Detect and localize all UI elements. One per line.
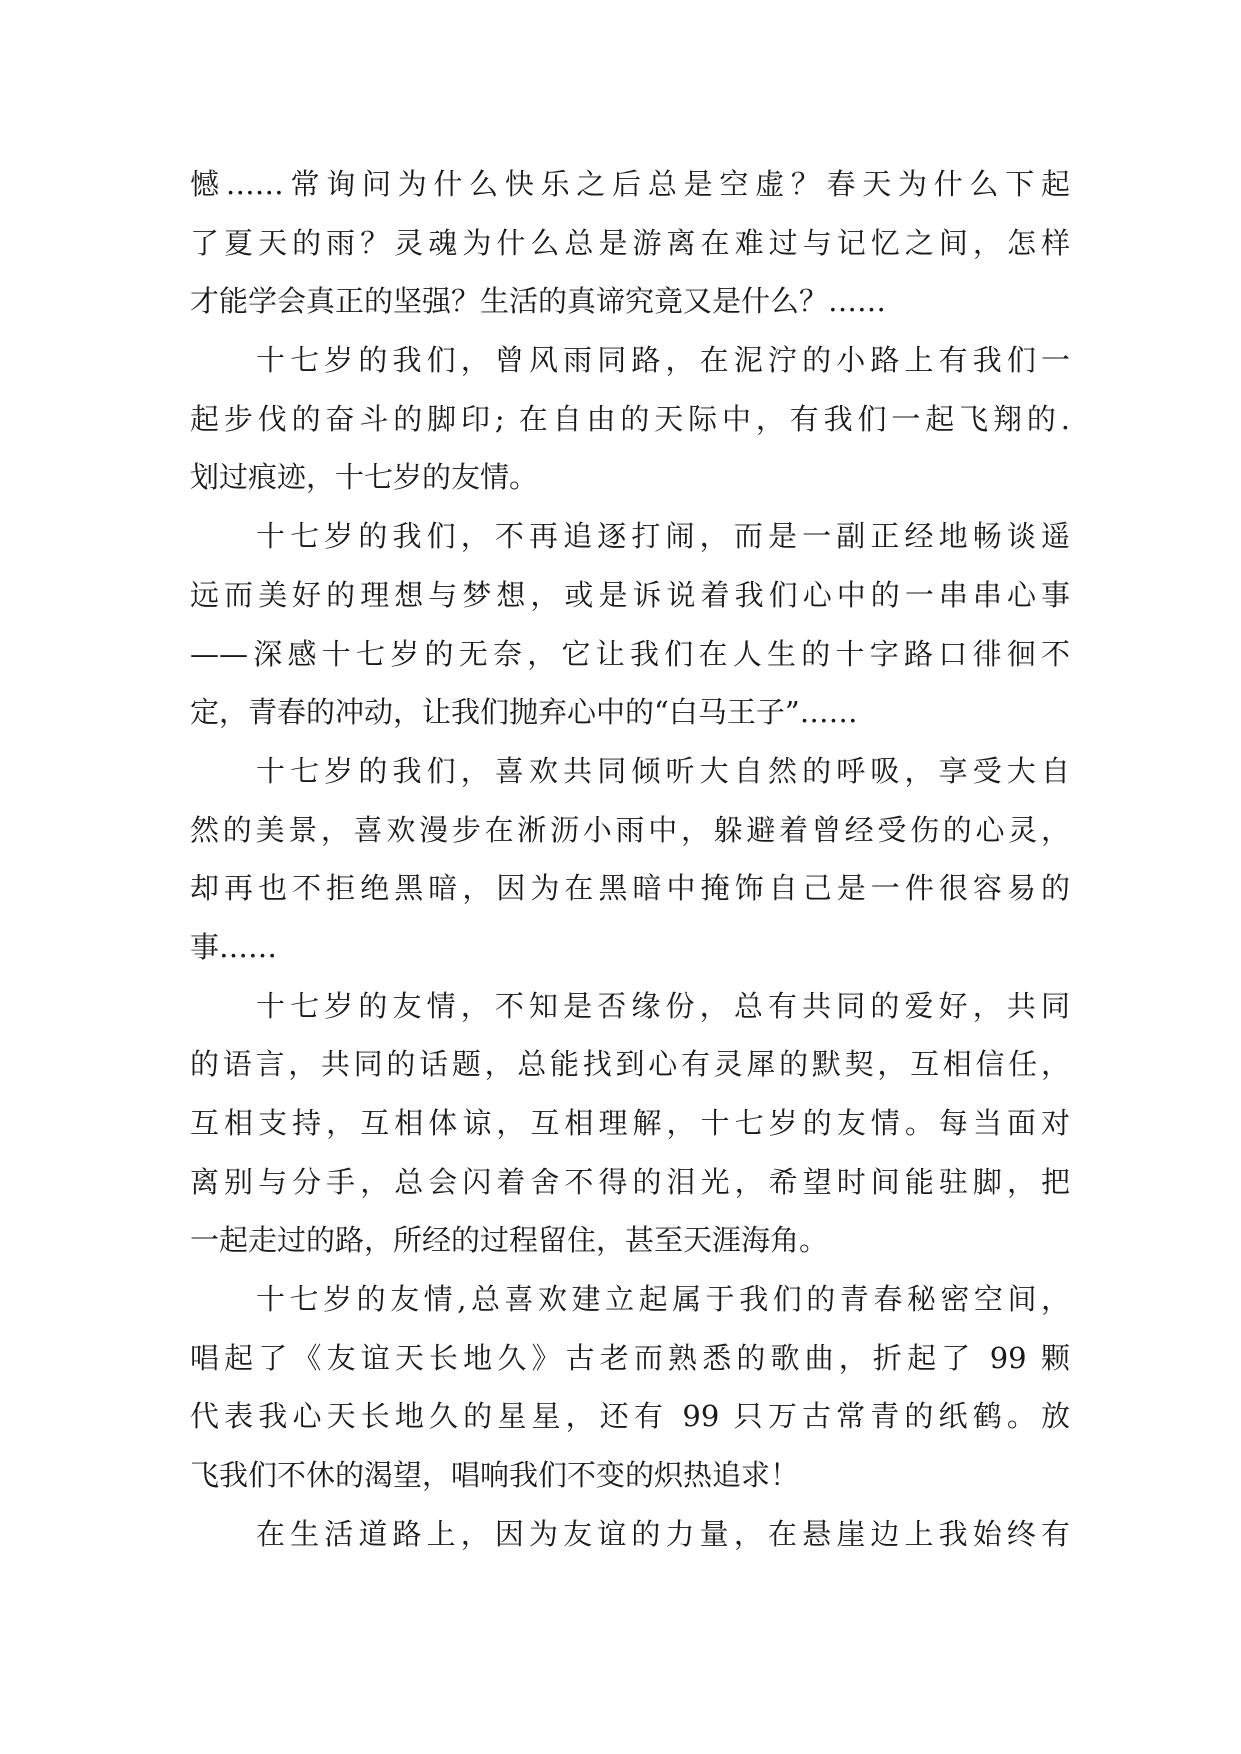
text-line: 远而美好的理想与梦想，或是诉说着我们心中的一串串心事: [190, 577, 1070, 612]
text-line: 的语言，共同的话题，总能找到心有灵犀的默契，互相信任，: [190, 1047, 1070, 1082]
text-line: 起步伐的奋斗的脚印; 在自由的天际中，有我们一起飞翔的.: [190, 401, 1070, 436]
body-text: [190, 155, 1070, 1564]
text-line: 离别与分手，总会闪着舍不得的泪光，希望时间能驻脚，把: [190, 1164, 1070, 1199]
text-line: 憾……常询问为什么快乐之后总是空虚？春天为什么下起: [190, 167, 1070, 201]
paragraph-first-line: 十七岁的我们，喜欢共同倾听大自然的呼吸，享受大自: [256, 753, 1070, 788]
text-line: 划过痕迹，十七岁的友情。: [190, 460, 539, 495]
text-line: 了夏天的雨？灵魂为什么总是游离在难过与记忆之间，怎样: [190, 225, 1070, 260]
paragraph-first-line: 十七岁的友情，不知是否缘份，总有共同的爱好，共同: [256, 988, 1070, 1023]
text-line: 却再也不拒绝黑暗，因为在黑暗中掩饰自己是一件很容易的: [190, 871, 1070, 906]
paragraph-first-line: 在生活道路上，因为友谊的力量，在悬崖边上我始终有: [256, 1516, 1070, 1551]
text-line: 飞我们不休的渴望，唱响我们不变的炽热追求！: [190, 1458, 800, 1493]
paragraph-first-line: 十七岁的友情,总喜欢建立起属于我们的青春秘密空间，: [256, 1282, 1070, 1317]
text-line: 定，青春的冲动，让我们抛弃心中的“白马王子”……: [190, 695, 858, 730]
paragraph-first-line: 十七岁的我们，不再追逐打闹，而是一副正经地畅谈遥: [256, 519, 1070, 554]
text-line: 然的美景，喜欢漫步在淅沥小雨中，躲避着曾经受伤的心灵，: [190, 812, 1070, 847]
text-line: 唱起了《友谊天长地久》古老而熟悉的歌曲，折起了 99 颗: [190, 1340, 1070, 1375]
paragraph-first-line: 十七岁的我们，曾风雨同路，在泥泞的小路上有我们一: [256, 343, 1070, 378]
text-line: 才能学会真正的坚强？生活的真谛究竟又是什么？……: [190, 284, 887, 319]
text-line: 事……: [190, 929, 278, 964]
text-line: 代表我心天长地久的星星，还有 99 只万古常青的纸鹤。放: [190, 1399, 1070, 1434]
text-line: ——深感十七岁的无奈，它让我们在人生的十字路口徘徊不: [190, 636, 1070, 671]
text-line: 互相支持，互相体谅，互相理解，十七岁的友情。每当面对: [190, 1106, 1070, 1140]
text-line: 一起走过的路，所经的过程留住，甚至天涯海角。: [190, 1223, 829, 1258]
